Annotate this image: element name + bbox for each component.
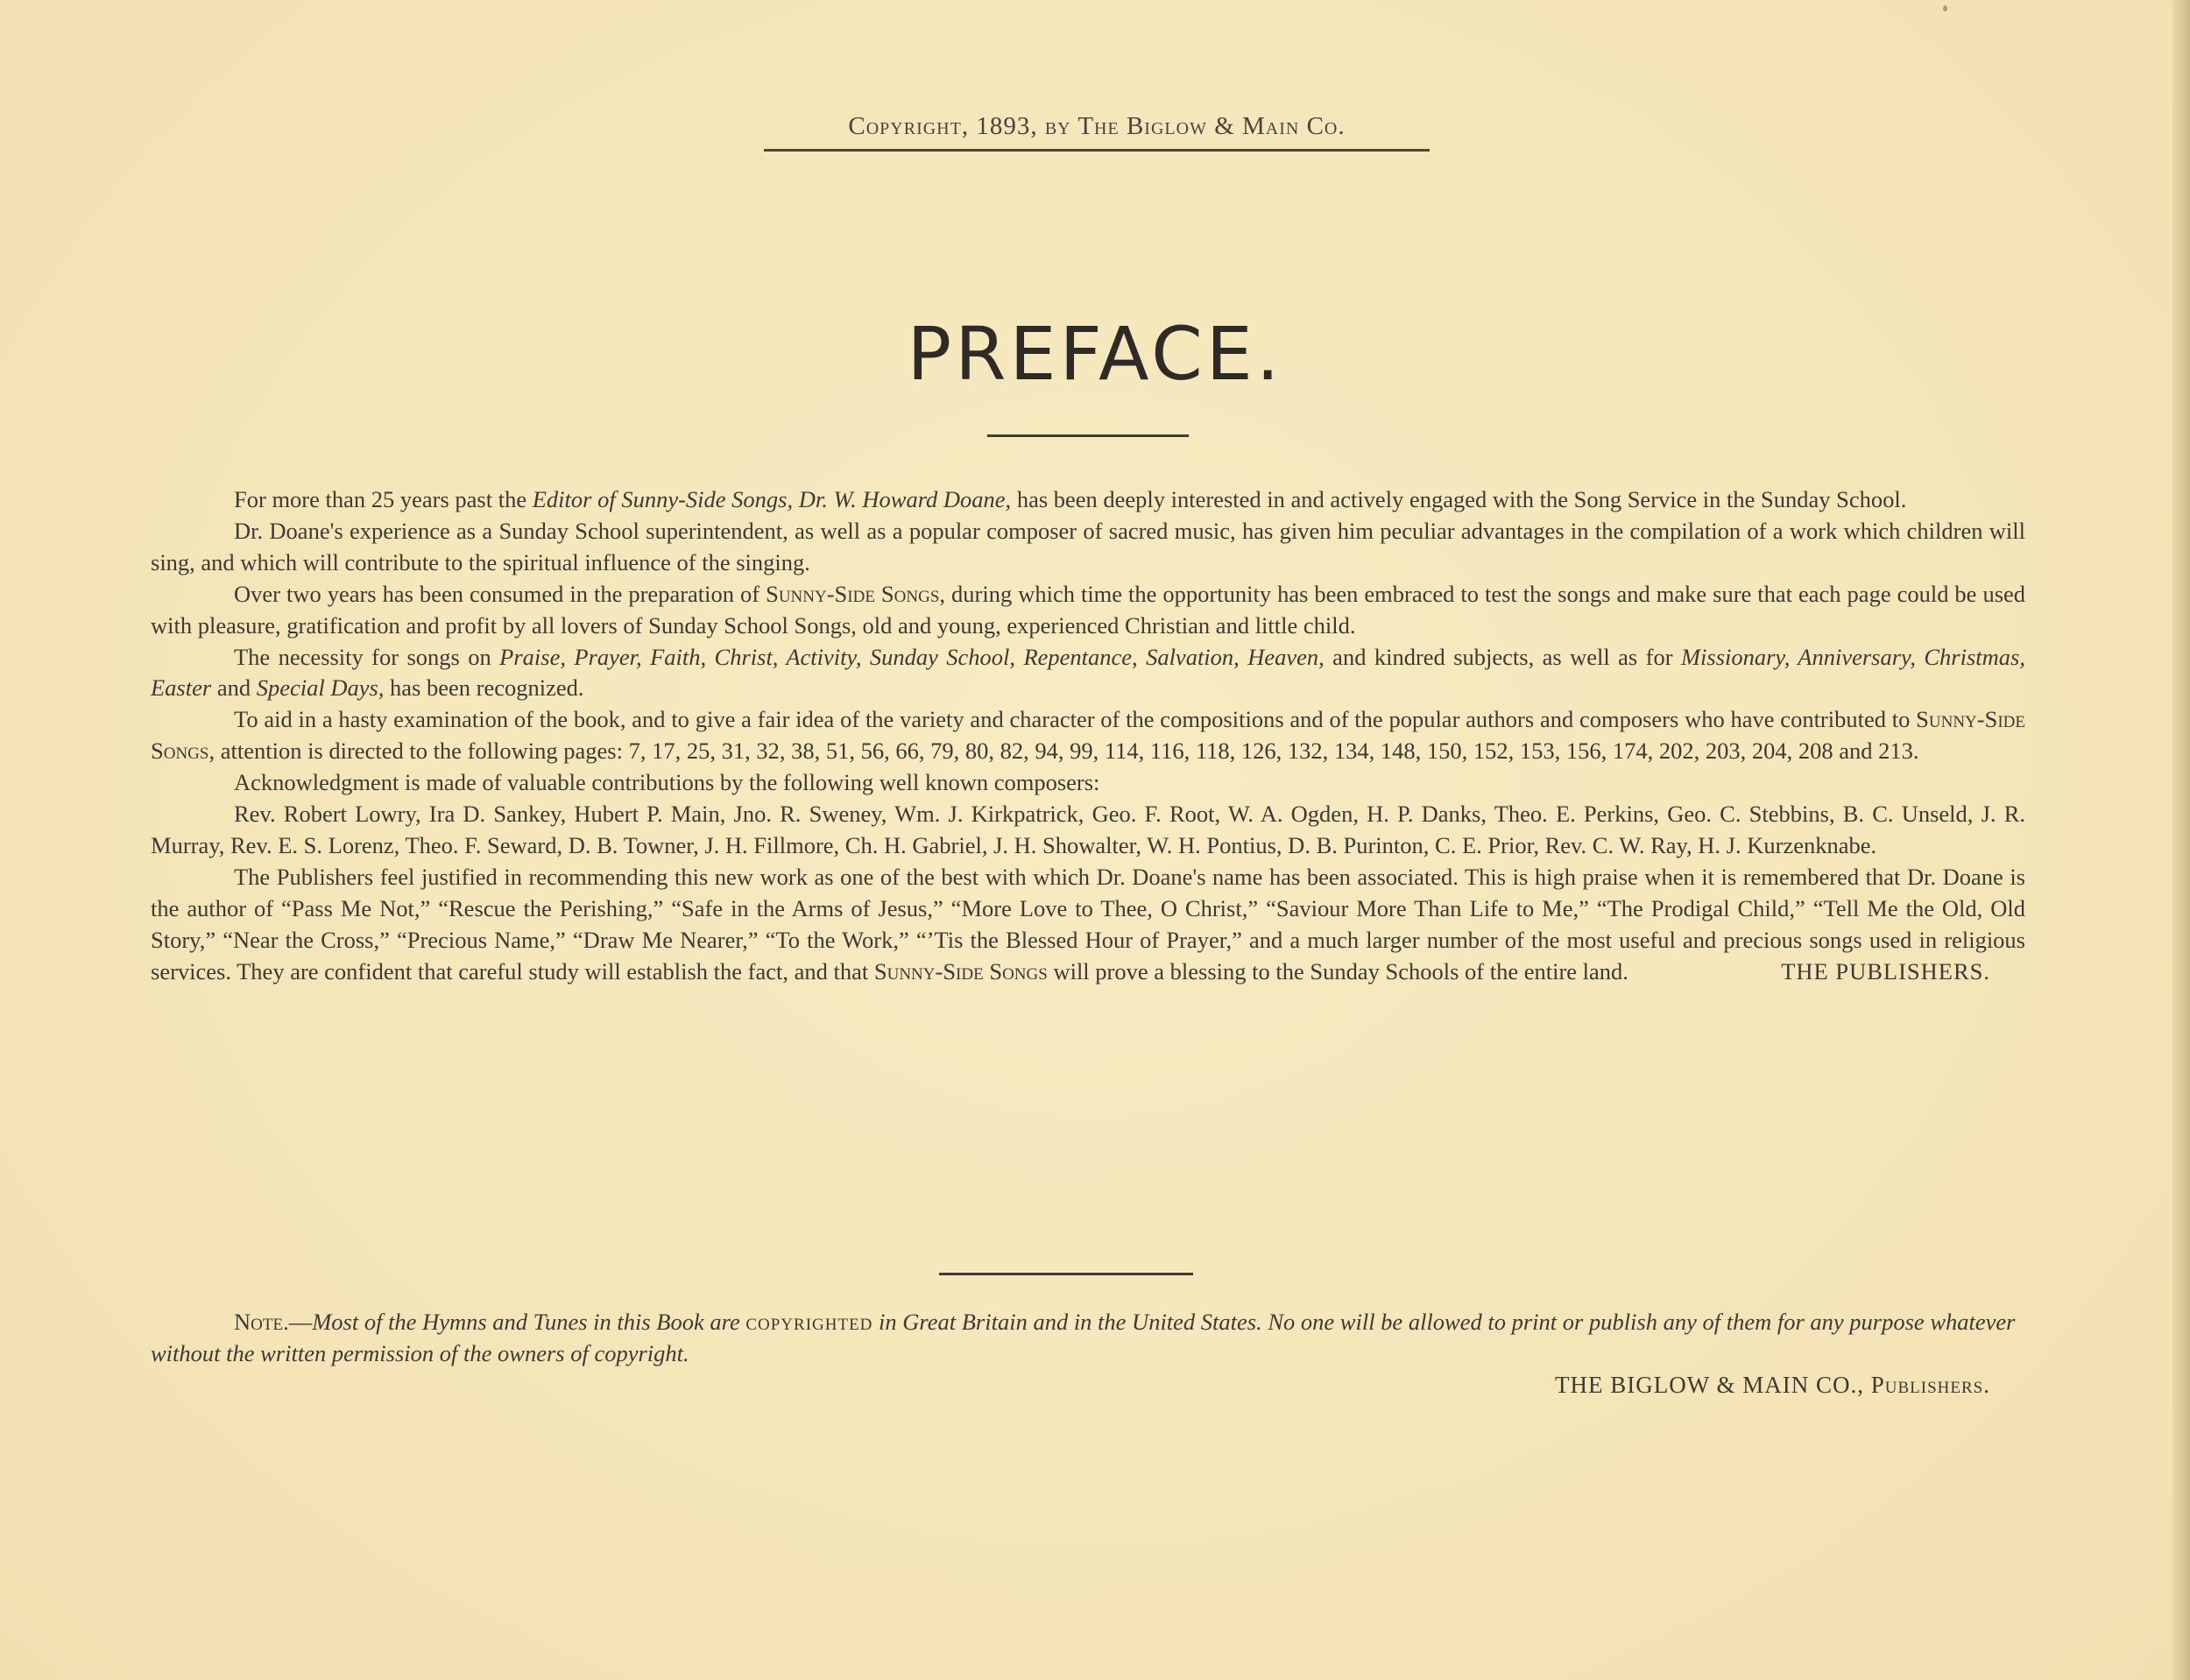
p5-book-title: Sunny-Side Songs [151, 706, 2025, 765]
copyright-rule [764, 149, 1430, 152]
paragraph-4 [151, 642, 2025, 705]
p3-text-c: , during which time the opportunity has been embraced to test the songs and make sure that each page could be used with pleasure, gratification and profit by all lovers of Sunday School Songs, old and young, experienced Christian and little child. [151, 580, 2026, 639]
paragraph-5 [151, 704, 2025, 767]
p4-text-e: and [211, 674, 257, 702]
paragraph-8 [151, 862, 2025, 988]
note-signature-publishers: Publishers. [1870, 1371, 1990, 1398]
note-text-c: in Great Britain and in the United States. No one will be allowed to print or publish any of them for any purpose whatever without the written permission of the owners of copyright. [151, 1309, 2016, 1366]
paragraph-1 [151, 484, 2025, 516]
p8-book-title: Sunny-Side Songs [873, 957, 1048, 985]
note-signature-company: THE BIGLOW & MAIN CO., [1555, 1371, 1871, 1398]
page-speck [1943, 5, 1947, 11]
publishers-signature: THE PUBLISHERS. [1781, 957, 1990, 985]
p4-occasions: Missionary, Anniversary, Christmas, Easter [151, 643, 2025, 702]
paragraph-6: Acknowledgment is made of valuable contributions by the following well known composers: [234, 769, 1100, 796]
note-copyrighted: copyrighted [745, 1309, 873, 1335]
copyright-line: Copyright, 1893, by The Biglow & Main Co. [848, 112, 1346, 140]
p5-page-list: , attention is directed to the following pages: 7, 17, 25, 31, 32, 38, 51, 56, 66, 79, 80, 82, 94, 99, 114, 116, 118, 126, 132, 134, 148, 150, 152, 153, 156, 174, 202, 203, 204, 208 and 213. [208, 738, 1919, 765]
note-signature [151, 1370, 1990, 1401]
p4-text-c: and kindred subjects, as well as for [1324, 643, 1681, 670]
p4-special-days: Special Days, [256, 674, 385, 702]
paragraph-7-composers: Rev. Robert Lowry, Ira D. Sankey, Hubert P. Main, Jno. R. Sweney, Wm. J. Kirkpatrick, Geo. F. Root, W. A. Ogden, H. P. Danks, Theo. E. Perkins, Geo. C. Stebbins, B. C. Unseld, J. R. Murray, Rev. E. S. Lorenz, Theo. F. Seward, D. B. Towner, J. H. Fillmore, Ch. H. Gabriel, J. H. Showalter, W. H. Pontius, D. B. Purinton, C. E. Prior, Rev. C. W. Ray, H. J. Kurzenknabe. [151, 801, 2025, 858]
p4-text-g: has been recognized. [384, 674, 584, 702]
p3-text-a: Over two years has been consumed in the preparation of [234, 580, 766, 607]
note-text-a: Most of the Hymns and Tunes in this Book are [312, 1309, 746, 1335]
note-rule [939, 1273, 1193, 1275]
page-title: PREFACE. [907, 311, 1283, 397]
preface-body [151, 484, 2025, 988]
copyright-note [151, 1307, 2025, 1401]
p1-text-a: For more than 25 years past the [234, 486, 533, 512]
p3-book-title: Sunny-Side Songs [766, 580, 940, 607]
p4-topics: Praise, Prayer, Faith, Christ, Activity, Sunday School, Repentance, Salvation, Heaven, [499, 643, 1325, 670]
paragraph-2: Dr. Doane's experience as a Sunday School superintendent, as well as a popular composer of sacred music, has given him peculiar advantages in the compilation of a work which children will sing, and which will contribute to the spiritual influence of the singing. [151, 517, 2025, 575]
note-label: Note.— [234, 1309, 313, 1335]
page-edge [2172, 0, 2190, 1680]
p4-text-a: The necessity for songs on [234, 643, 500, 670]
p8-text-c: will prove a blessing to the Sunday Schools of the entire land. [1047, 957, 1628, 985]
paragraph-3 [151, 579, 2025, 642]
note-text [151, 1307, 2025, 1370]
title-rule [987, 434, 1189, 437]
p1-text-editor: Editor of Sunny-Side Songs, Dr. W. Howard Doane, [532, 486, 1012, 512]
p5-text-a: To aid in a hasty examination of the book, and to give a fair idea of the variety and character of the compositions and of the popular authors and composers who have contributed to [234, 706, 1917, 733]
p8-text-a: The Publishers feel justified in recommending this new work as one of the best with which Dr. Doane's name has been associated. This is high praise when it is remembered that Dr. Doane is the author of “Pass Me Not,” “Rescue the Perishing,” “Safe in the Arms of Jesus,” “More Love to Thee, O Christ,” “Saviour More Than Life to Me,” “The Prodigal Child,” “Tell Me the Old, Old Story,” “Near the Cross,” “Precious Name,” “Draw Me Nearer,” “To the Work,” “’Tis the Blessed Hour of Prayer,” and a much larger number of the most useful and precious songs used in religious services. They are confident that careful study will establish the fact, and that [151, 863, 2025, 985]
p1-text-c: has been deeply interested in and actively engaged with the Song Service in the Sunday School. [1011, 486, 1907, 512]
